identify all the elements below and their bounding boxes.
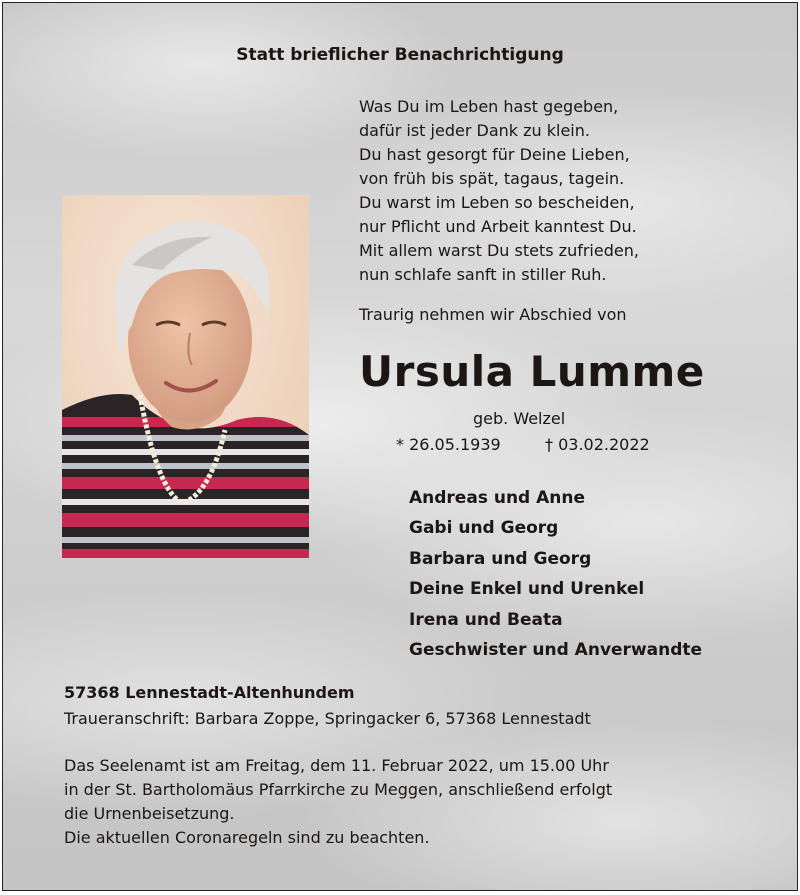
service-line: die Urnenbeisetzung.: [64, 804, 235, 823]
obituary-notice: [2, 2, 798, 891]
memorial-poem: [359, 95, 639, 287]
mourner-entry: Deine Enkel und Urenkel: [409, 579, 645, 600]
service-line: Das Seelenamt ist am Freitag, dem 11. Februar 2022, um 15.00 Uhr: [64, 756, 609, 775]
farewell-intro: Traurig nehmen wir Abschied von: [359, 305, 627, 324]
poem-line: nun schlafe sanft in stiller Ruh.: [359, 265, 607, 284]
poem-line: von früh bis spät, tagaus, tagein.: [359, 169, 625, 188]
poem-line: Mit allem warst Du stets zufrieden,: [359, 241, 639, 260]
place-of-residence: 57368 Lennestadt-Altenhundem: [64, 683, 355, 702]
condolence-address: Traueranschrift: Barbara Zoppe, Springacker 6, 57368 Lennestadt: [64, 709, 591, 728]
mourner-entry: Barbara und Georg: [409, 548, 592, 569]
mourners-list: [409, 483, 702, 665]
poem-line: nur Pflicht und Arbeit kanntest Du.: [359, 217, 637, 236]
mourner-entry: Gabi und Georg: [409, 518, 559, 539]
service-line: Die aktuellen Coronaregeln sind zu beachten.: [64, 828, 430, 847]
poem-line: Du warst im Leben so bescheiden,: [359, 193, 635, 212]
poem-line: Was Du im Leben hast gegeben,: [359, 97, 619, 116]
poem-line: Du hast gesorgt für Deine Lieben,: [359, 145, 630, 164]
death-date: † 03.02.2022: [545, 435, 650, 454]
portrait-illustration: [62, 195, 309, 558]
notice-header: Statt brieflicher Benachrichtigung: [236, 45, 564, 65]
mourner-entry: Andreas und Anne: [409, 488, 586, 508]
service-line: in der St. Bartholomäus Pfarrkirche zu Meggen, anschließend erfolgt: [64, 780, 613, 799]
birth-date: * 26.05.1939: [396, 435, 501, 454]
service-information: [64, 754, 612, 850]
deceased-name: Ursula Lumme: [359, 347, 705, 396]
mourner-entry: Irena und Beata: [409, 609, 563, 630]
poem-line: dafür ist jeder Dank zu klein.: [359, 121, 590, 140]
mourner-entry: Geschwister und Anverwandte: [409, 640, 703, 661]
birth-name: geb. Welzel: [473, 409, 566, 428]
portrait-photo: [62, 195, 309, 558]
